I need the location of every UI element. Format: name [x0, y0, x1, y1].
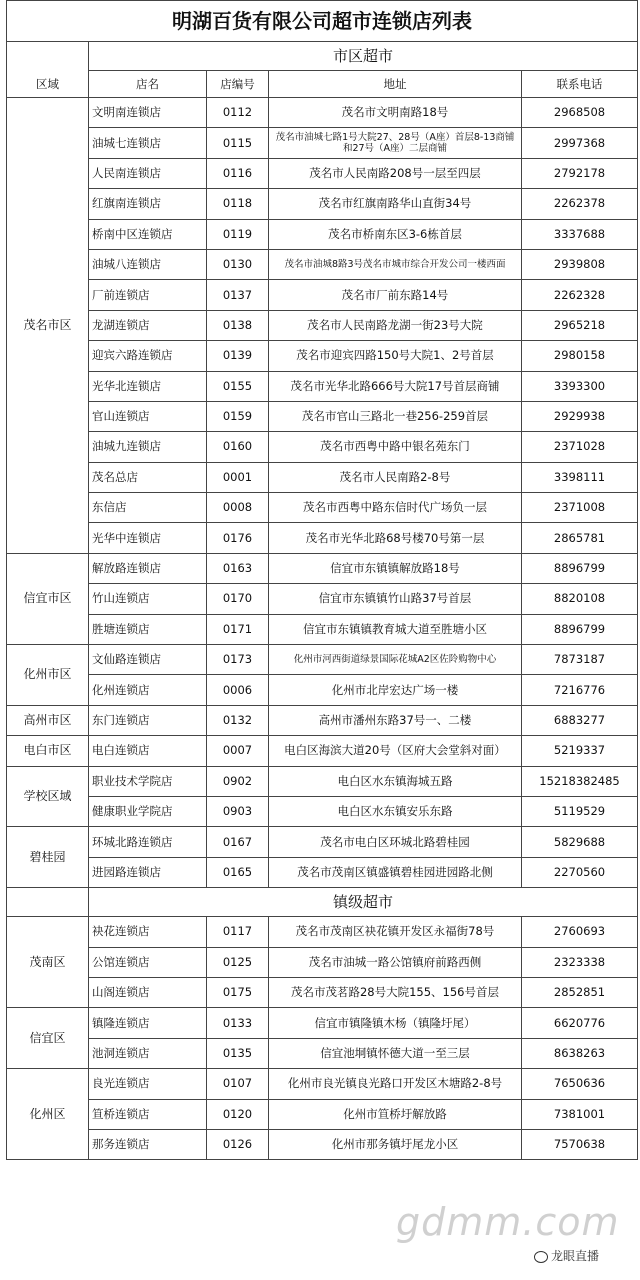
store-phone: 7873187 — [522, 645, 638, 675]
store-code: 0175 — [207, 977, 269, 1007]
store-address: 茂名市迎宾四路150号大院1、2号首层 — [269, 341, 522, 371]
table-row — [7, 219, 638, 249]
store-name: 进园路连锁店 — [89, 857, 207, 887]
table-row — [7, 1069, 638, 1099]
store-code: 0903 — [207, 796, 269, 826]
table-row — [7, 553, 638, 583]
section-corner — [7, 888, 89, 917]
store-name: 人民南连锁店 — [89, 158, 207, 188]
store-address: 茂名市茂茗路28号大院155、156号首层 — [269, 977, 522, 1007]
section-header: 市区超市 — [89, 42, 638, 71]
store-phone: 2929938 — [522, 401, 638, 431]
table-row — [7, 736, 638, 766]
store-table-body — [7, 1, 638, 1160]
region-cell: 茂南区 — [7, 917, 89, 1008]
store-address: 化州市河西街道绿景国际花城A2区佐阾购物中心 — [269, 645, 522, 675]
table-row — [7, 1008, 638, 1038]
store-phone: 2270560 — [522, 857, 638, 887]
table-row — [7, 280, 638, 310]
store-name: 胜塘连锁店 — [89, 614, 207, 644]
store-address: 茂名市光华北路68号楼70号第一层 — [269, 523, 522, 553]
store-code: 0171 — [207, 614, 269, 644]
store-phone: 8638263 — [522, 1038, 638, 1068]
store-phone: 6620776 — [522, 1008, 638, 1038]
store-phone: 6883277 — [522, 705, 638, 735]
store-phone: 2323338 — [522, 947, 638, 977]
store-code: 0132 — [207, 705, 269, 735]
store-table — [6, 0, 638, 1160]
store-address: 茂名市茂南区袂花镇开发区永福街78号 — [269, 917, 522, 947]
store-name: 油城七连锁店 — [89, 128, 207, 158]
store-address: 茂名市人民南路龙湖一街23号大院 — [269, 310, 522, 340]
table-row — [7, 766, 638, 796]
store-phone: 2968508 — [522, 98, 638, 128]
store-code: 0008 — [207, 493, 269, 523]
store-name: 光华北连锁店 — [89, 371, 207, 401]
store-name: 茂名总店 — [89, 462, 207, 492]
store-phone: 2371028 — [522, 432, 638, 462]
region-cell: 高州市区 — [7, 705, 89, 735]
store-phone: 7381001 — [522, 1099, 638, 1129]
store-code: 0137 — [207, 280, 269, 310]
store-address: 信宜市镇隆镇木杨（镇隆圩尾） — [269, 1008, 522, 1038]
store-phone: 2371008 — [522, 493, 638, 523]
store-phone: 2262378 — [522, 189, 638, 219]
store-address: 茂名市官山三路北一巷256-259首层 — [269, 401, 522, 431]
store-address: 茂名市油城七路1号大院27、28号（A座）首层8-13商铺和27号（A座）二层商铺 — [269, 128, 522, 158]
store-code: 0155 — [207, 371, 269, 401]
store-phone: 7650636 — [522, 1069, 638, 1099]
region-cell: 化州市区 — [7, 645, 89, 706]
store-name: 公馆连锁店 — [89, 947, 207, 977]
store-name: 厂前连锁店 — [89, 280, 207, 310]
region-cell: 化州区 — [7, 1069, 89, 1160]
store-address: 信宜市东镇镇竹山路37号首层 — [269, 584, 522, 614]
store-phone: 2865781 — [522, 523, 638, 553]
store-address: 茂名市厂前东路14号 — [269, 280, 522, 310]
region-cell: 信宜市区 — [7, 553, 89, 644]
store-code: 0135 — [207, 1038, 269, 1068]
store-name: 那务连锁店 — [89, 1129, 207, 1159]
store-address: 茂名市桥南东区3-6栋首层 — [269, 219, 522, 249]
store-phone: 3398111 — [522, 462, 638, 492]
table-row — [7, 98, 638, 128]
store-name: 桥南中区连锁店 — [89, 219, 207, 249]
store-phone: 5119529 — [522, 796, 638, 826]
store-code: 0115 — [207, 128, 269, 158]
column-header-region: 区域 — [7, 42, 89, 98]
store-name: 东信店 — [89, 493, 207, 523]
store-code: 0117 — [207, 917, 269, 947]
store-address: 茂名市油城8路3号茂名市城市综合开发公司一楼西面 — [269, 249, 522, 279]
table-row — [7, 462, 638, 492]
region-cell: 茂名市区 — [7, 98, 89, 554]
table-row — [7, 310, 638, 340]
store-code: 0006 — [207, 675, 269, 705]
store-name: 文仙路连锁店 — [89, 645, 207, 675]
store-phone: 8896799 — [522, 553, 638, 583]
table-row — [7, 614, 638, 644]
store-phone: 2939808 — [522, 249, 638, 279]
store-address: 茂名市油城一路公馆镇府前路西侧 — [269, 947, 522, 977]
section-header: 镇级超市 — [89, 888, 638, 917]
store-address: 茂名市文明南路18号 — [269, 98, 522, 128]
table-row — [7, 1038, 638, 1068]
table-row — [7, 827, 638, 857]
store-name: 健康职业学院店 — [89, 796, 207, 826]
store-name: 山阁连锁店 — [89, 977, 207, 1007]
store-phone: 8820108 — [522, 584, 638, 614]
store-address: 茂名市茂南区镇盛镇碧桂园进园路北侧 — [269, 857, 522, 887]
store-address: 电白区海滨大道20号（区府大会堂斜对面） — [269, 736, 522, 766]
table-row — [7, 189, 638, 219]
store-name: 文明南连锁店 — [89, 98, 207, 128]
table-row — [7, 128, 638, 158]
store-name: 油城九连锁店 — [89, 432, 207, 462]
region-cell: 碧桂园 — [7, 827, 89, 888]
store-code: 0107 — [207, 1069, 269, 1099]
store-name: 环城北路连锁店 — [89, 827, 207, 857]
page-title: 明湖百货有限公司超市连锁店列表 — [7, 1, 638, 42]
table-row — [7, 705, 638, 735]
store-address: 茂名市电白区环城北路碧桂园 — [269, 827, 522, 857]
store-phone: 2965218 — [522, 310, 638, 340]
store-code: 0007 — [207, 736, 269, 766]
store-code: 0138 — [207, 310, 269, 340]
table-row — [7, 1099, 638, 1129]
column-header: 店名 — [89, 71, 207, 98]
store-name: 解放路连锁店 — [89, 553, 207, 583]
store-address: 信宜市东镇镇解放路18号 — [269, 553, 522, 583]
brand-name: 龙眼直播 — [551, 1249, 600, 1263]
store-code: 0170 — [207, 584, 269, 614]
store-name: 油城八连锁店 — [89, 249, 207, 279]
store-code: 0160 — [207, 432, 269, 462]
store-phone: 2997368 — [522, 128, 638, 158]
table-row — [7, 493, 638, 523]
table-row — [7, 1129, 638, 1159]
store-code: 0176 — [207, 523, 269, 553]
store-name: 职业技术学院店 — [89, 766, 207, 796]
store-code: 0001 — [207, 462, 269, 492]
store-phone: 8896799 — [522, 614, 638, 644]
store-address: 化州市那务镇圩尾龙小区 — [269, 1129, 522, 1159]
store-phone: 2262328 — [522, 280, 638, 310]
table-row — [7, 645, 638, 675]
store-phone: 5829688 — [522, 827, 638, 857]
store-code: 0902 — [207, 766, 269, 796]
table-row — [7, 857, 638, 887]
table-row — [7, 675, 638, 705]
table-row — [7, 584, 638, 614]
column-header: 联系电话 — [522, 71, 638, 98]
store-code: 0167 — [207, 827, 269, 857]
store-code: 0133 — [207, 1008, 269, 1038]
store-address: 茂名市光华北路666号大院17号首层商铺 — [269, 371, 522, 401]
table-row — [7, 401, 638, 431]
brand-icon — [534, 1251, 548, 1263]
store-name: 袂花连锁店 — [89, 917, 207, 947]
store-address: 茂名市人民南路2-8号 — [269, 462, 522, 492]
store-name: 镇隆连锁店 — [89, 1008, 207, 1038]
store-phone: 15218382485 — [522, 766, 638, 796]
store-code: 0125 — [207, 947, 269, 977]
store-code: 0120 — [207, 1099, 269, 1129]
store-code: 0118 — [207, 189, 269, 219]
store-name: 化州连锁店 — [89, 675, 207, 705]
table-row — [7, 917, 638, 947]
store-name: 红旗南连锁店 — [89, 189, 207, 219]
store-code: 0126 — [207, 1129, 269, 1159]
store-address: 茂名市人民南路208号一层至四层 — [269, 158, 522, 188]
store-code: 0112 — [207, 98, 269, 128]
table-row — [7, 977, 638, 1007]
store-address: 高州市潘州东路37号一、二楼 — [269, 705, 522, 735]
store-name: 电白连锁店 — [89, 736, 207, 766]
store-code: 0173 — [207, 645, 269, 675]
store-name: 东门连锁店 — [89, 705, 207, 735]
store-phone: 3337688 — [522, 219, 638, 249]
store-phone: 3393300 — [522, 371, 638, 401]
store-phone: 7216776 — [522, 675, 638, 705]
table-row — [7, 523, 638, 553]
store-address: 化州市北岸宏达广场一楼 — [269, 675, 522, 705]
column-header: 地址 — [269, 71, 522, 98]
store-name: 池洞连锁店 — [89, 1038, 207, 1068]
table-row — [7, 947, 638, 977]
store-name: 光华中连锁店 — [89, 523, 207, 553]
region-cell: 信宜区 — [7, 1008, 89, 1069]
store-address: 电白区水东镇安乐东路 — [269, 796, 522, 826]
store-phone: 5219337 — [522, 736, 638, 766]
column-header: 店编号 — [207, 71, 269, 98]
store-phone: 7570638 — [522, 1129, 638, 1159]
table-row — [7, 249, 638, 279]
store-code: 0139 — [207, 341, 269, 371]
watermark: gdmm.com — [396, 1200, 620, 1244]
store-address: 茂名市西粤中路中银名苑东门 — [269, 432, 522, 462]
store-code: 0130 — [207, 249, 269, 279]
store-address: 电白区水东镇海城五路 — [269, 766, 522, 796]
store-address: 化州市笪桥圩解放路 — [269, 1099, 522, 1129]
store-code: 0116 — [207, 158, 269, 188]
store-name: 龙湖连锁店 — [89, 310, 207, 340]
store-phone: 2760693 — [522, 917, 638, 947]
region-cell: 电白市区 — [7, 736, 89, 766]
store-code: 0165 — [207, 857, 269, 887]
store-address: 茂名市西粤中路东信时代广场负一层 — [269, 493, 522, 523]
store-address: 信宜市东镇镇教育城大道至胜塘小区 — [269, 614, 522, 644]
store-code: 0119 — [207, 219, 269, 249]
table-row — [7, 796, 638, 826]
store-code: 0159 — [207, 401, 269, 431]
store-phone: 2980158 — [522, 341, 638, 371]
brand-badge — [530, 1246, 603, 1265]
store-address: 化州市良光镇良光路口开发区木塘路2-8号 — [269, 1069, 522, 1099]
store-name: 良光连锁店 — [89, 1069, 207, 1099]
store-address: 茂名市红旗南路华山直街34号 — [269, 189, 522, 219]
store-name: 笪桥连锁店 — [89, 1099, 207, 1129]
region-cell: 学校区域 — [7, 766, 89, 827]
table-row — [7, 341, 638, 371]
store-name: 竹山连锁店 — [89, 584, 207, 614]
store-phone: 2852851 — [522, 977, 638, 1007]
store-address: 信宜池垌镇怀德大道一至三层 — [269, 1038, 522, 1068]
table-row — [7, 158, 638, 188]
store-code: 0163 — [207, 553, 269, 583]
store-name: 迎宾六路连锁店 — [89, 341, 207, 371]
store-name: 官山连锁店 — [89, 401, 207, 431]
table-row — [7, 432, 638, 462]
table-row — [7, 371, 638, 401]
store-phone: 2792178 — [522, 158, 638, 188]
